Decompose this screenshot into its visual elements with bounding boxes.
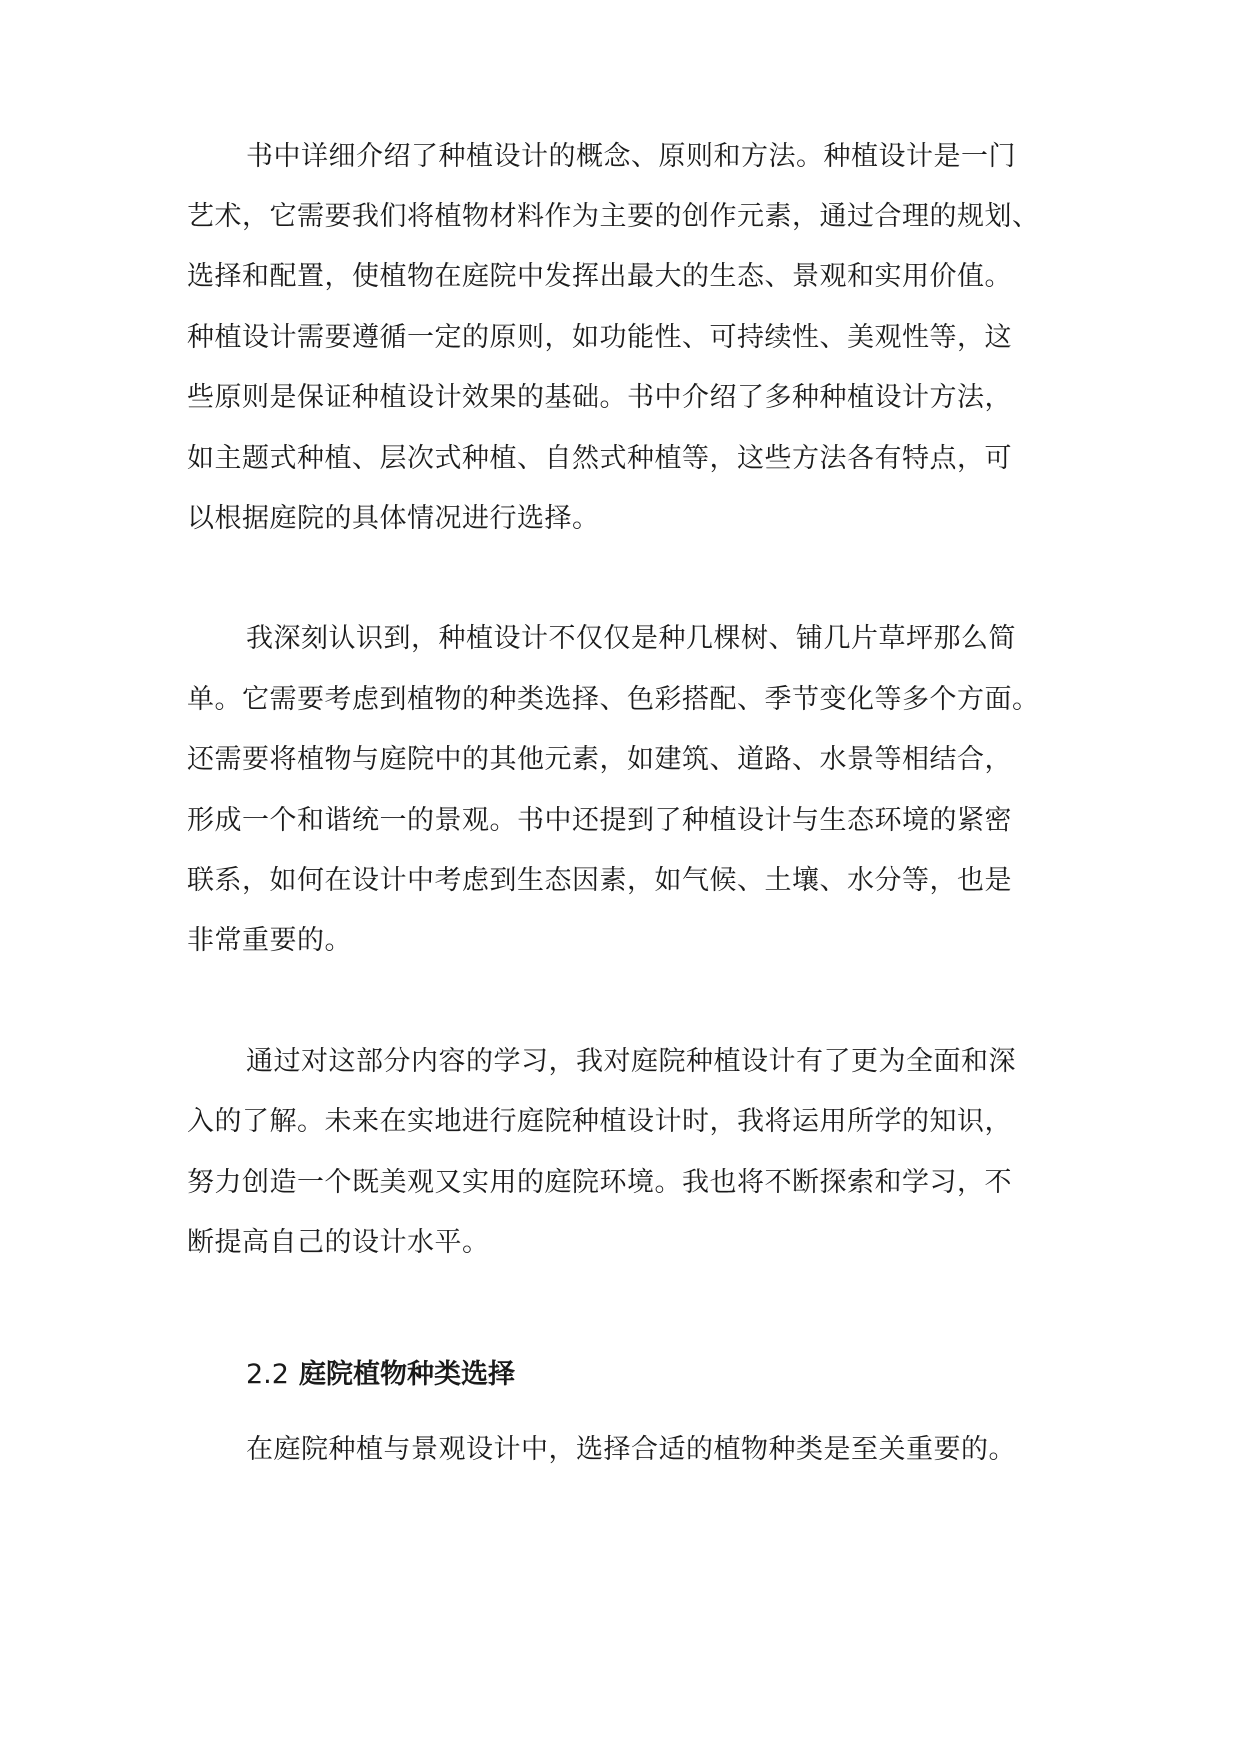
paragraph-2-line-4: 形成一个和谐统一的景观。书中还提到了种植设计与生态环境的紧密 [187,805,1012,836]
paragraph-2-line-1: 我深刻认识到，种植设计不仅仅是种几棵树、铺几片草坪那么简 [246,623,1016,654]
section-title: 庭院植物种类选择 [298,1359,515,1390]
paragraph-1-line-3: 选择和配置，使植物在庭院中发挥出最大的生态、景观和实用价值。 [187,261,1012,292]
paragraph-3-line-3: 努力创造一个既美观又实用的庭院环境。我也将不断探索和学习，不 [187,1167,1012,1198]
paragraph-1-line-5: 些原则是保证种植设计效果的基础。书中介绍了多种种植设计方法， [187,382,1012,413]
paragraph-3-line-4: 断提高自己的设计水平。 [187,1227,490,1258]
paragraph-1-line-1: 书中详细介绍了种植设计的概念、原则和方法。种植设计是一门 [246,141,1016,172]
section-paragraph-line-1: 在庭院种植与景观设计中，选择合适的植物种类是至关重要的。 [246,1434,1016,1465]
paragraph-2-line-3: 还需要将植物与庭院中的其他元素，如建筑、道路、水景等相结合， [187,744,1012,775]
paragraph-1-line-6: 如主题式种植、层次式种植、自然式种植等，这些方法各有特点，可 [187,443,1012,474]
paragraph-2-line-5: 联系，如何在设计中考虑到生态因素，如气候、土壤、水分等，也是 [187,865,1012,896]
paragraph-3-line-1: 通过对这部分内容的学习，我对庭院种植设计有了更为全面和深 [246,1046,1016,1077]
paragraph-1-line-4: 种植设计需要遵循一定的原则，如功能性、可持续性、美观性等，这 [187,322,1012,353]
paragraph-2-line-6: 非常重要的。 [187,925,352,956]
section-number: 2.2 [246,1359,289,1390]
section-heading [246,1357,515,1393]
paragraph-2-line-2: 单。它需要考虑到植物的种类选择、色彩搭配、季节变化等多个方面。 [187,684,1040,715]
paragraph-3-line-2: 入的了解。未来在实地进行庭院种植设计时，我将运用所学的知识， [187,1106,1012,1137]
paragraph-1-line-7: 以根据庭院的具体情况进行选择。 [187,503,600,534]
paragraph-1-line-2: 艺术，它需要我们将植物材料作为主要的创作元素，通过合理的规划、 [187,201,1040,232]
